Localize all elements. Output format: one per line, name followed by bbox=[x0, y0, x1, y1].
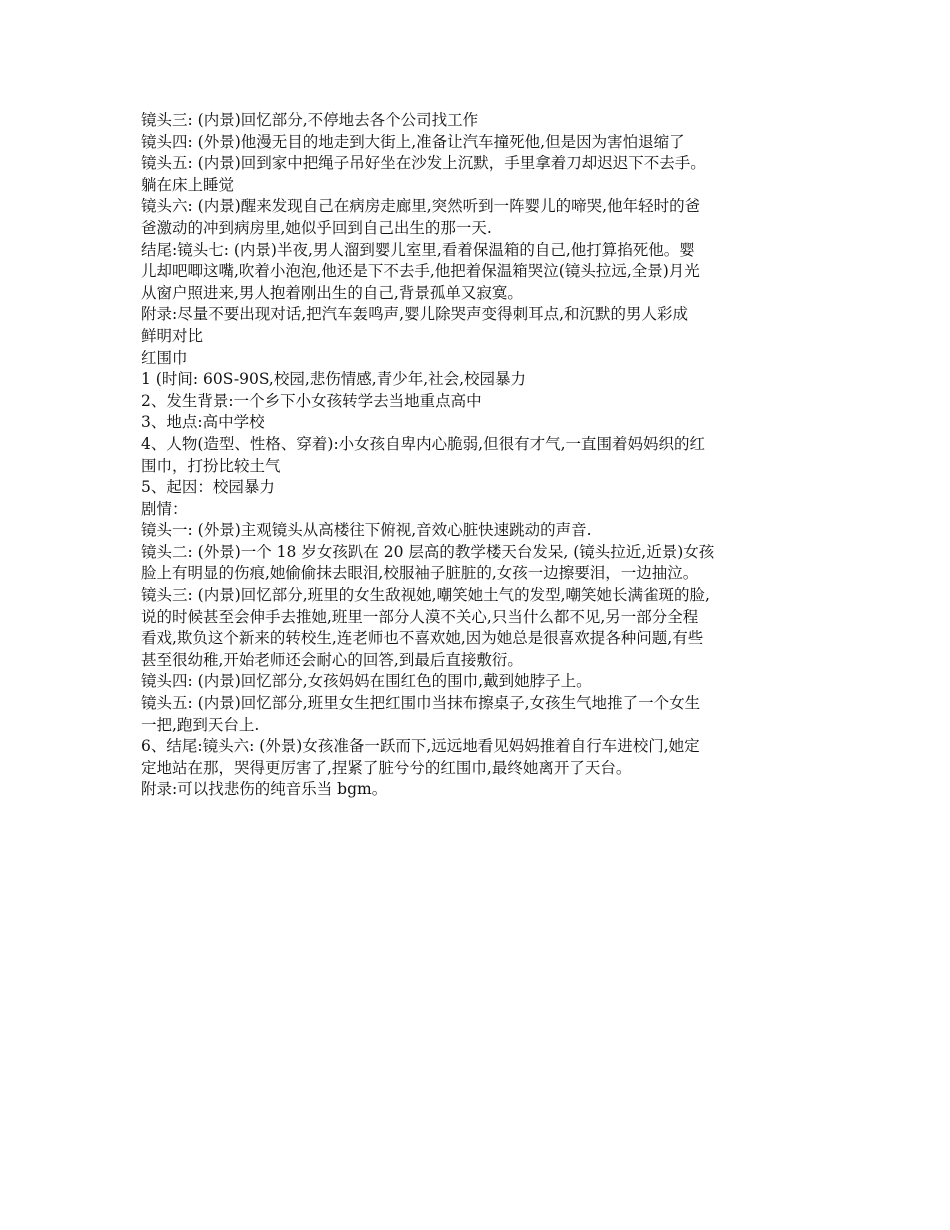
text-line: 结尾:镜头七: (内景)半夜,男人溜到婴儿室里,看着保温箱的自己,他打算掐死他。婴 bbox=[141, 240, 695, 259]
text-line: 附录:可以找悲伤的纯音乐当 bgm。 bbox=[141, 780, 388, 799]
text-line: 剧情： bbox=[141, 499, 188, 518]
text-line: 围巾，打扮比较土气 bbox=[141, 456, 281, 475]
section-title: 红围巾 bbox=[141, 348, 188, 367]
text-line: 甚至很幼稚,开始老师还会耐心的回答,到最后直接敷衍。 bbox=[141, 650, 523, 669]
text-line: 2、发生背景:一个乡下小女孩转学去当地重点高中 bbox=[141, 391, 482, 410]
text-line: 镜头五: (内景)回忆部分,班里女生把红围巾当抹布擦桌子,女孩生气地推了一个女生 bbox=[141, 694, 701, 713]
text-line: 定地站在那，哭得更厉害了,捏紧了脏兮兮的红围巾,最终她离开了天台。 bbox=[141, 758, 632, 777]
text-line: 1 (时间: 60S-90S,校园,悲伤情感,青少年,社会,校园暴力 bbox=[141, 370, 527, 389]
text-line: 镜头五: (内景)回到家中把绳子吊好坐在沙发上沉默，手里拿着刀却迟迟下不去手。 bbox=[141, 154, 706, 173]
text-line: 儿却吧唧这嘴,吹着小泡泡,他还是下不去手,他把着保温箱哭泣(镜头拉远,全景)月光 bbox=[141, 262, 700, 281]
text-line: 躺在床上睡觉 bbox=[141, 175, 235, 194]
text-line: 镜头四: (外景)他漫无目的地走到大街上,准备让汽车撞死他,但是因为害怕退缩了 bbox=[141, 132, 685, 151]
text-line: 附录:尽量不要出现对话,把汽车轰鸣声,婴儿除哭声变得刺耳点,和沉默的男人彩成 bbox=[141, 305, 689, 324]
text-line: 镜头一: (外景)主观镜头从高楼往下俯视,音效心脏快速跳动的声音. bbox=[141, 521, 592, 540]
text-line: 爸激动的冲到病房里,她似乎回到自己出生的那一天. bbox=[141, 218, 492, 237]
text-line: 4、人物(造型、性格、穿着):小女孩自卑内心脆弱,但很有才气,一直围着妈妈织的红 bbox=[141, 434, 706, 453]
text-line: 从窗户照进来,男人抱着刚出生的自己,背景孤单又寂寞。 bbox=[141, 283, 523, 302]
document-body bbox=[141, 110, 821, 801]
text-line: 镜头六: (内景)醒来发现自己在病房走廊里,突然听到一阵婴儿的啼哭,他年轻时的爸 bbox=[141, 197, 701, 216]
text-line: 5、起因：校园暴力 bbox=[141, 478, 275, 497]
text-line: 3、地点:高中学校 bbox=[141, 413, 265, 432]
text-line: 说的时候甚至会伸手去推她,班里一部分人漠不关心,只当什么都不见,另一部分全程 bbox=[141, 607, 699, 626]
text-line: 镜头四: (内景)回忆部分,女孩妈妈在围红色的围巾,戴到她脖子上。 bbox=[141, 672, 592, 691]
text-line: 看戏,欺负这个新来的转校生,连老师也不喜欢她,因为她总是很喜欢提各种问题,有些 bbox=[141, 629, 704, 648]
text-line: 一把,跑到天台上. bbox=[141, 715, 260, 734]
text-line: 鲜明对比 bbox=[141, 326, 204, 345]
text-line: 6、结尾:镜头六: (外景)女孩准备一跃而下,远远地看见妈妈推着自行车进校门,她定 bbox=[141, 737, 700, 756]
text-line: 镜头二: (外景)一个 18 岁女孩趴在 20 层高的教学楼天台发呆, (镜头拉近,近景)女孩 bbox=[141, 542, 715, 561]
text-line: 镜头三: (内景)回忆部分,班里的女生敌视她,嘲笑她土气的发型,嘲笑她长满雀斑的脸, bbox=[141, 586, 710, 605]
text-line: 脸上有明显的伤痕,她偷偷抹去眼泪,校服袖子脏脏的,女孩一边擦要泪，一边抽泣。 bbox=[141, 564, 699, 583]
text-line: 镜头三: (内景)回忆部分,不停地去各个公司找工作 bbox=[141, 111, 479, 129]
